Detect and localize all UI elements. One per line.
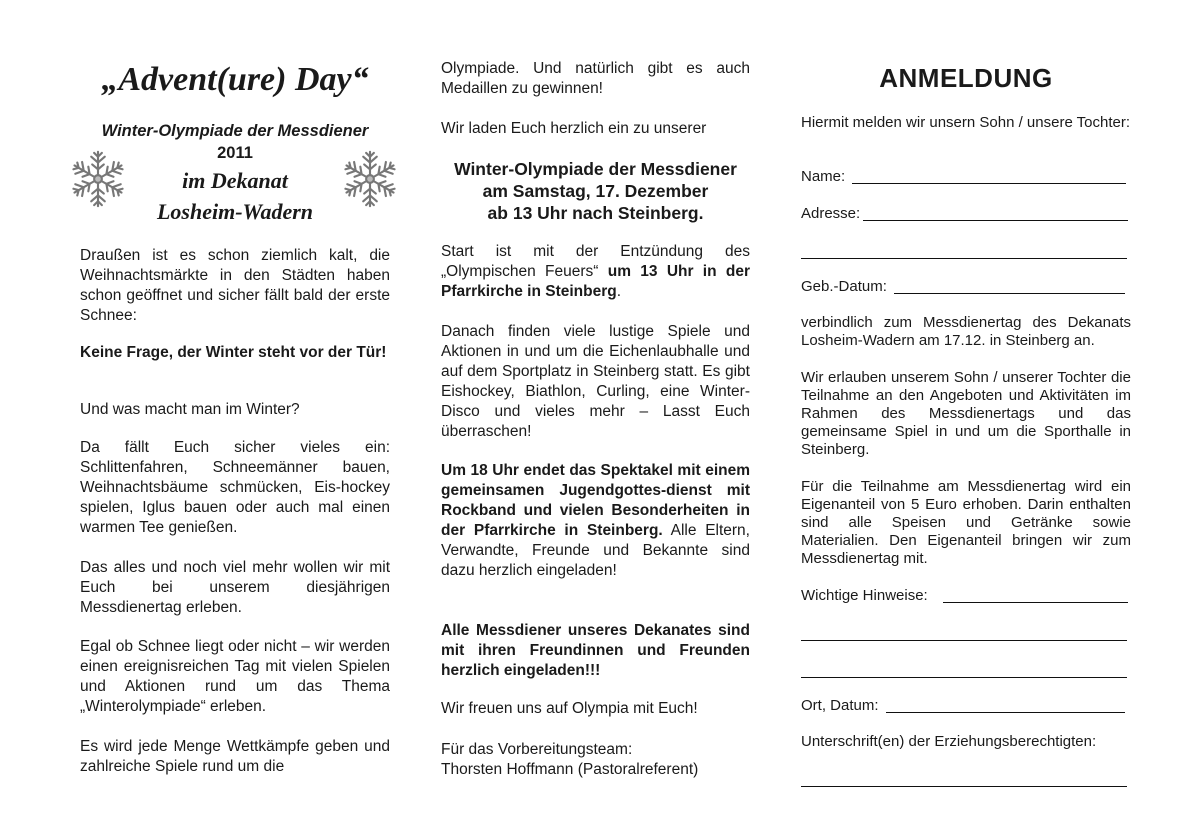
- notes-label: Wichtige Hinweise:: [801, 587, 928, 604]
- flyer-title: „Advent(ure) Day“: [101, 61, 369, 98]
- family-invitation: Alle Eltern, Verwandte, Freunde und Bekannte sind dazu herzlich eingeladen!: [441, 522, 750, 579]
- closing-service-paragraph: [441, 461, 750, 581]
- notes-input-line[interactable]: [943, 602, 1128, 603]
- birthdate-label: Geb.-Datum:: [801, 278, 887, 295]
- address-input-line[interactable]: [863, 220, 1128, 221]
- service-text: Um 18 Uhr endet das Spektakel mit einem gemeinsamen Jugendgottes-dienst mit Rockband und vielen Besonderheiten in der Pfarrkirche in Steinberg.: [441, 462, 750, 539]
- winter-question: Und was macht man im Winter?: [80, 401, 300, 418]
- signature-line[interactable]: [801, 786, 1127, 787]
- invitation-line: Wir laden Euch herzlich ein zu unserer: [441, 120, 707, 137]
- place-date-input-line[interactable]: [886, 712, 1125, 713]
- notes-third-line[interactable]: [801, 677, 1127, 678]
- event-subtitle: Winter-Olympiade der Messdiener: [101, 122, 369, 140]
- name-field[interactable]: [801, 168, 1131, 186]
- winter-statement: Keine Frage, der Winter steht vor der Tür!: [80, 344, 387, 361]
- birthdate-field[interactable]: [801, 278, 1131, 296]
- address-label: Adresse:: [801, 205, 861, 222]
- place-date-field[interactable]: [801, 697, 1131, 715]
- address-field[interactable]: [801, 205, 1131, 223]
- start-paragraph: [441, 242, 750, 302]
- start-location: um 13 Uhr in der Pfarrkirche in Steinberg: [441, 263, 750, 300]
- deanery-name: Losheim-Wadern: [156, 199, 314, 224]
- deanery-line: im Dekanat: [182, 168, 288, 193]
- place-date-label: Ort, Datum:: [801, 697, 879, 714]
- all-invited-paragraph: Alle Messdiener unseres Dekanates sind mit ihren Freundinnen und Freunden herzlich eingeladen!!!: [441, 622, 750, 679]
- event-year: 2011: [217, 144, 253, 162]
- permission-statement: Wir erlauben unserem Sohn / unserer Tochter die Teilnahme an den Angeboten und Aktivitäten im Rahmen des Messdienertags und das gemeinsame Spiel in und um die Sporthalle in Steinberg.: [801, 369, 1131, 458]
- intro-paragraph: Draußen ist es schon ziemlich kalt, die Weihnachtsmärkte in den Städten haben schon geöffnet und sicher fällt bald der erste Schnee:: [80, 247, 390, 324]
- registration-intro: Hiermit melden wir unsern Sohn / unsere Tochter:: [801, 114, 1131, 131]
- looking-forward-line: Wir freuen uns auf Olympia mit Euch!: [441, 700, 698, 717]
- name-label: Name:: [801, 168, 846, 185]
- name-input-line[interactable]: [852, 183, 1126, 184]
- event-heading: Winter-Olympiade der Messdiener: [454, 159, 737, 179]
- notes-second-line[interactable]: [801, 640, 1127, 641]
- snowflake-icon: [67, 148, 129, 210]
- registration-heading: ANMELDUNG: [879, 63, 1053, 93]
- fee-statement: Für die Teilnahme am Messdienertag wird ein Eigenanteil von 5 Euro erhoben. Darin enthalten sind alle Speisen und Getränke sowie Materialien. Den Eigenanteil bringen wir zum Messdienertag mit.: [801, 478, 1131, 567]
- team-signature-name: Thorsten Hoffmann (Pastoralreferent): [441, 761, 699, 778]
- notes-field[interactable]: [801, 587, 1131, 605]
- binding-statement: verbindlich zum Messdienertag des Dekanats Losheim-Wadern am 17.12. in Steinberg an.: [801, 314, 1131, 349]
- address-second-line[interactable]: [801, 258, 1127, 259]
- competitions-paragraph: Es wird jede Menge Wettkämpfe geben und zahlreiche Spiele rund um die: [80, 738, 390, 775]
- medals-paragraph: Olympiade. Und natürlich gibt es auch Medaillen zu gewinnen!: [441, 60, 750, 97]
- team-signature-label: Für das Vorbereitungsteam:: [441, 741, 633, 758]
- theme-paragraph: Egal ob Schnee liegt oder nicht – wir werden einen ereignisreichen Tag mit vielen Spielen und Aktionen rund um das Thema „Winterolympiade“ erleben.: [80, 638, 390, 715]
- experience-paragraph: Das alles und noch viel mehr wollen wir mit Euch bei unserem diesjährigen Messdienertag erleben.: [80, 559, 390, 616]
- games-paragraph: Danach finden viele lustige Spiele und Aktionen in und um die Eichenlaubhalle und auf dem Sportplatz in Steinberg statt. Es gibt Eishockey, Biathlon, Curling, eine Winter-Disco und vieles mehr – Lasst Euch überraschen!: [441, 323, 750, 440]
- start-period: .: [616, 283, 622, 300]
- signature-label: Unterschrift(en) der Erziehungsberechtigten:: [801, 733, 1097, 750]
- start-text: Start ist mit der Entzündung des „Olympischen Feuers“: [441, 243, 750, 280]
- event-time: ab 13 Uhr nach Steinberg.: [487, 203, 704, 223]
- activities-paragraph: Da fällt Euch sicher vieles ein: Schlittenfahren, Schneemänner bauen, Weihnachtsbäume schmücken, Eis-hockey spielen, Iglus bauen oder auch mal einen warmen Tee genießen.: [80, 439, 390, 536]
- birthdate-input-line[interactable]: [894, 293, 1125, 294]
- snowflake-icon: [339, 148, 401, 210]
- event-date: am Samstag, 17. Dezember: [482, 181, 709, 201]
